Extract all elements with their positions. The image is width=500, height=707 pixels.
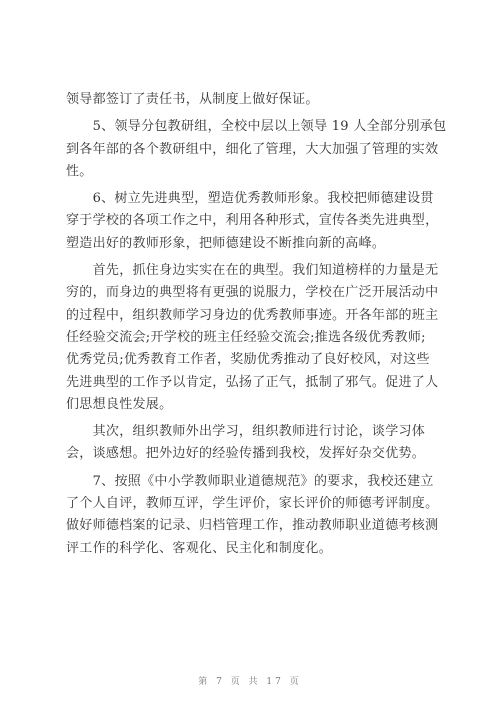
text-line: 7、按照《中小学教师职业道德规范》的要求，我校还建立	[66, 473, 434, 489]
text-line: 6、树立先进典型，塑造优秀教师形象。我校把师德建设贯	[66, 191, 434, 207]
text-line: 5、领导分包教研组，全校中层以上领导 19 人全部分别承包	[66, 119, 447, 135]
paragraph	[66, 421, 436, 466]
text-line: 穿于学校的各项工作之中，利用各种形式，宣传各类先进典型，	[66, 213, 439, 229]
paragraph	[66, 89, 436, 111]
text-line: 塑造出好的教师形象，把师德建设不断推向新的高峰。	[66, 235, 386, 251]
text-line: 们思想良性发展。	[66, 396, 173, 412]
text-line: 做好师德档案的记录、归档管理工作，推动教师职业道德考核测	[66, 518, 439, 534]
page-number-footer: 第 7 页 共 17 页	[198, 677, 302, 687]
text-line: 优秀党员;优秀教育工作者，奖励优秀推动了良好校风，对这些	[66, 352, 430, 368]
text-line: 其次，组织教师外出学习，组织教师进行讨论，谈学习体	[66, 424, 426, 440]
text-line: 评工作的科学化、客观化、民主化和制度化。	[66, 540, 333, 556]
text-line: 任经验交流会;开学校的班主任经验交流会;推选各级优秀教师;	[66, 329, 426, 345]
text-line: 首先，抓住身边实实在在的典型。我们知道榜样的力量是无	[66, 263, 439, 279]
text-line: 领导都签订了责任书，从制度上做好保证。	[66, 92, 319, 107]
text-line: 了个人自评，教师互评，学生评价，家长评价的师德考评制度。	[66, 496, 439, 512]
paragraph	[66, 471, 439, 560]
text-line: 会，谈感想。把外边好的经验传播到我校，发挥好杂交优势。	[66, 446, 426, 462]
document-body	[66, 89, 447, 565]
paragraph	[66, 116, 447, 183]
text-line: 穷的，而身边的典型将有更强的说服力，学校在广泛开展活动中	[66, 285, 439, 301]
paragraph	[66, 260, 439, 416]
text-line: 到各年部的各个教研组中，细化了管理，大大加强了管理的实效	[66, 141, 439, 157]
text-line: 的过程中，组织教师学习身边的优秀教师事迹。开各年部的班主	[66, 307, 439, 323]
text-line: 先进典型的工作予以肯定，弘扬了正气，抵制了邪气。促进了人	[66, 374, 439, 390]
paragraph	[66, 188, 439, 255]
text-line: 性。	[66, 163, 93, 179]
